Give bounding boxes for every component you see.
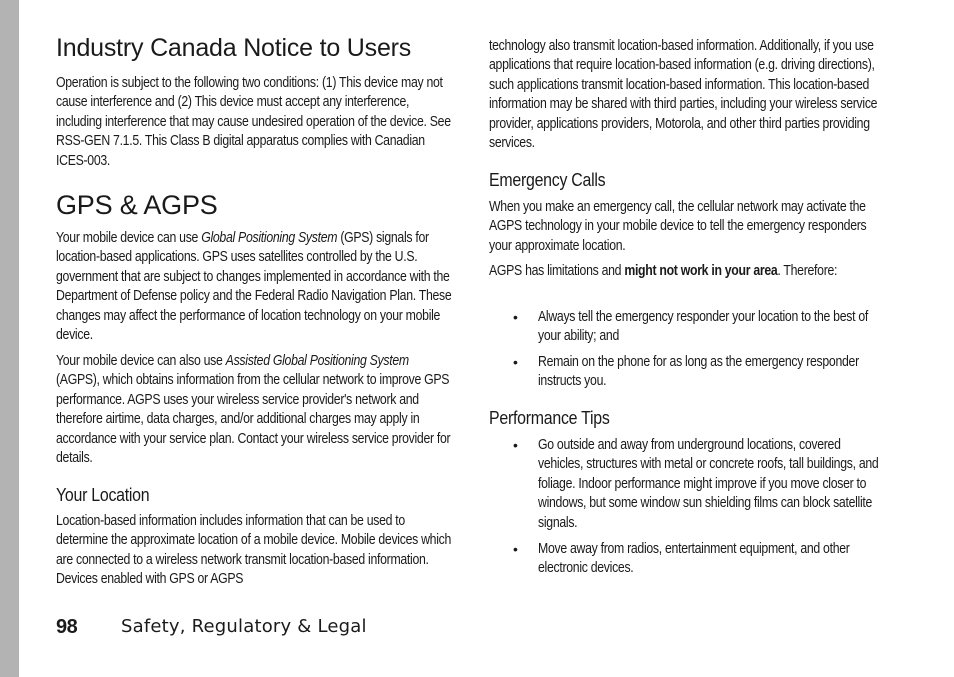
industry-canada-body: Operation is subject to the following two conditions: (1) This device may not cause interference and (2) This device must accept any interference, including interference that may cause undesired operation of the device. See RSS-GEN 7.1.5. This Class B digital apparatus complies with Canadian ICES-003.	[56, 75, 451, 169]
emergency-calls-heading: Emergency Calls	[489, 169, 606, 190]
bullet-icon: •	[513, 309, 518, 325]
footer-section-title: Safety, Regulatory & Legal	[121, 616, 367, 637]
performance-tips-heading: Performance Tips	[489, 407, 610, 428]
emergency-p2-text-rest: . Therefore:	[777, 263, 838, 279]
gps-p1-text: Your mobile device can use	[56, 230, 202, 246]
bullet-icon: •	[513, 354, 518, 370]
gps-agps-heading: GPS & AGPS	[56, 190, 218, 220]
emergency-paragraph-2	[489, 262, 881, 281]
gps-p1-italic: Global Positioning System	[201, 230, 338, 246]
gps-p2-text: Your mobile device can also use	[56, 353, 226, 369]
your-location-body: Location-based information includes information that can be used to determine the approximate location of a mobile device. Mobile devices which are connected to a wireless network transmit location-based information. Devices enabled with GPS or AGPS	[56, 513, 452, 588]
emergency-paragraph-1: When you make an emergency call, the cellular network may activate the AGPS technology in your mobile device to tell the emergency responders your approximate location.	[489, 199, 867, 254]
bullet-icon: •	[513, 437, 518, 453]
page-number: 98	[56, 616, 78, 638]
gps-p2-text-rest: (AGPS), which obtains information from the cellular network to improve GPS performance. AGPS uses your wireless service provider's network and therefore airtime, data charges, and/or additional charges may apply in accordance with your service plan. Contact your wireless service provider for details.	[56, 372, 451, 467]
industry-canada-heading: Industry Canada Notice to Users	[56, 34, 412, 62]
emergency-bullet-1: Always tell the emergency responder your location to the best of your ability; and	[538, 309, 868, 345]
emergency-p2-bold: might not work in your area	[624, 263, 778, 279]
gps-p2-italic: Assisted Global Positioning System	[225, 353, 409, 369]
your-location-continued: technology also transmit location-based information. Additionally, if you use applications that require location-based information (e.g. driving directions), such applications transmit location-based information. This location-based information may be shared with third parties, including your wireless service provider, applications providers, Motorola, and other third parties providing services.	[489, 38, 878, 152]
your-location-heading: Your Location	[56, 484, 150, 505]
page-edge-bar	[0, 0, 19, 677]
bullet-icon: •	[513, 541, 518, 557]
performance-bullet-1: Go outside and away from underground locations, covered vehicles, structures with metal or concrete roofs, tall buildings, and foliage. Indoor performance might improve if you move closer to windows, but some window sun shielding films can block satellite signals.	[538, 437, 879, 531]
emergency-p2-text: AGPS has limitations and	[489, 263, 625, 279]
gps-p1-text-rest: (GPS) signals for location-based applications. GPS uses satellites controlled by the U.S. government that are subject to changes implemented in accordance with the Department of Defense policy and the Federal Radio Navigation Plan. These changes may affect the performance of location technology on your mobile device.	[56, 230, 452, 344]
performance-bullet-2: Move away from radios, entertainment equipment, and other electronic devices.	[538, 541, 850, 577]
gps-paragraph-1	[56, 229, 453, 345]
emergency-bullet-2: Remain on the phone for as long as the emergency responder instructs you.	[538, 354, 859, 390]
gps-paragraph-2	[56, 352, 453, 468]
